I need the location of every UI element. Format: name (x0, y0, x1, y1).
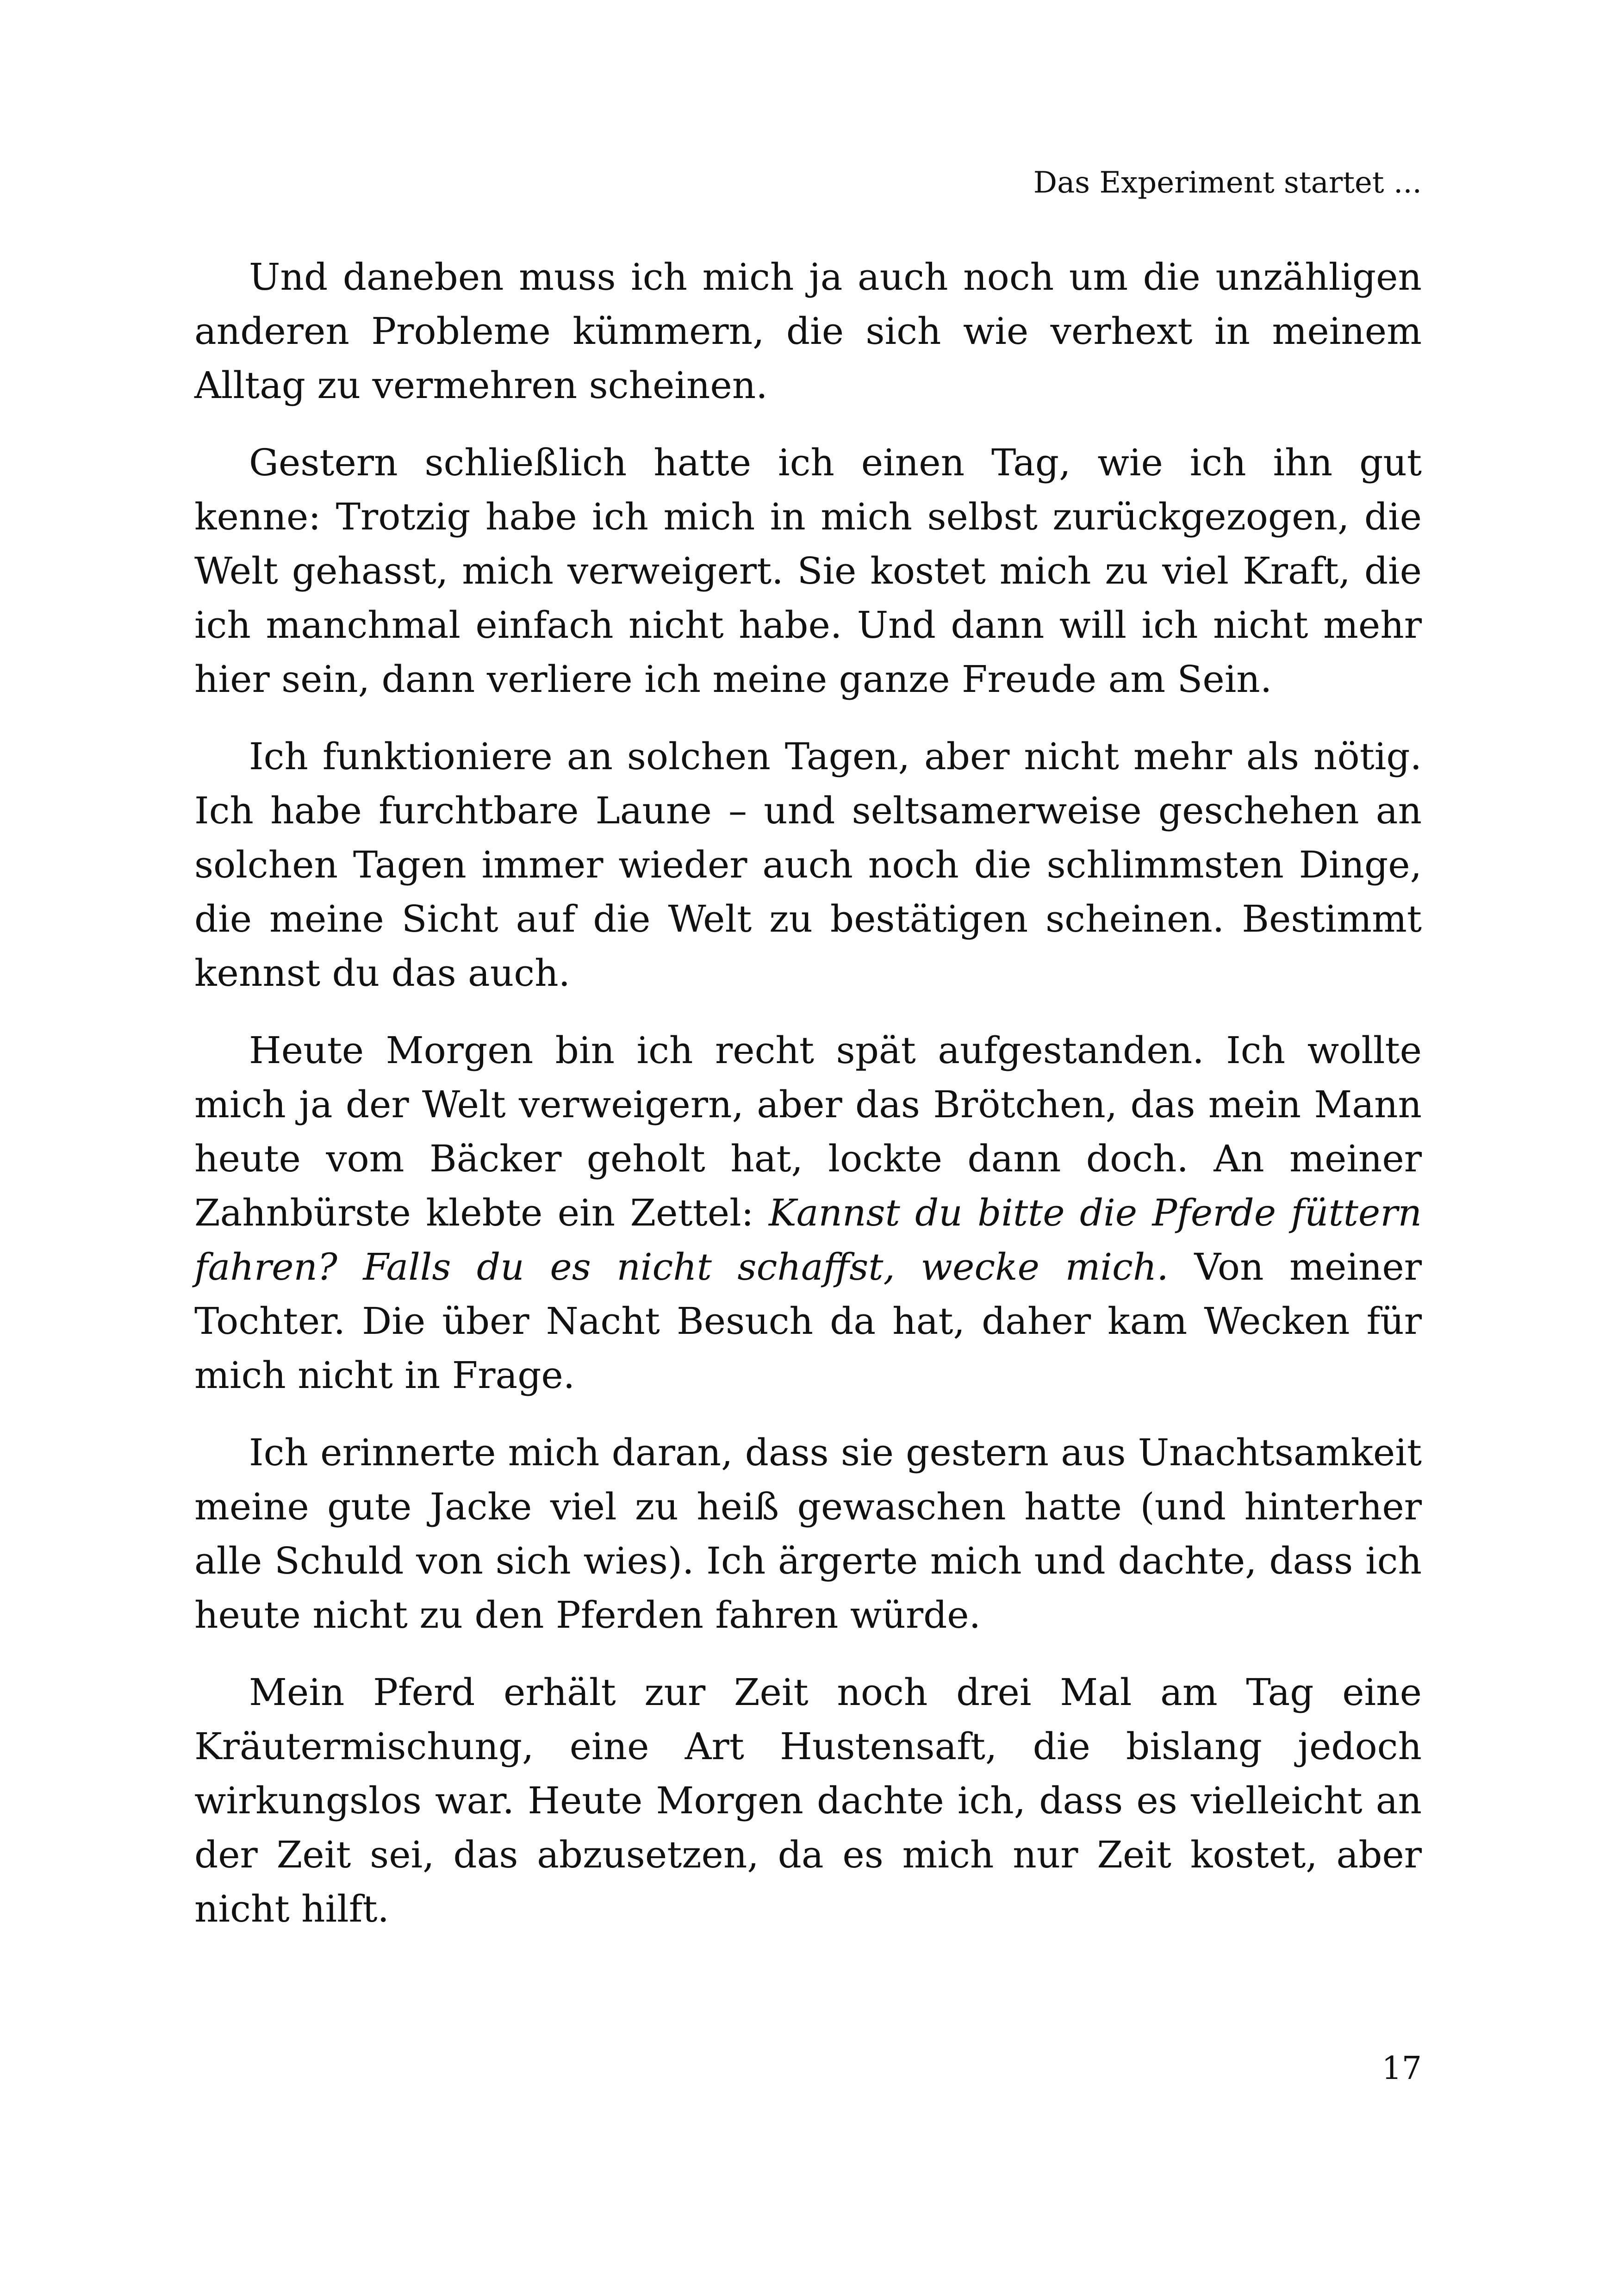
paragraph-4 (194, 1023, 1422, 1402)
page-number: 17 (1382, 2050, 1422, 2087)
paragraph-5: Ich erinnerte mich daran, dass sie gestern aus Unachtsamkeit meine gute Jacke viel zu heiß gewaschen hatte (und hinterher alle Schuld von sich wies). Ich ärgerte mich und dachte, dass ich heute nicht zu den Pferden fahren würde. (194, 1431, 1422, 1636)
running-header: Das Experiment startet ... (1033, 166, 1422, 200)
paragraph-4-text-after: Von meiner Tochter. Die über Nacht Besuch da hat, daher kam Wecken für mich nicht in Frage. (194, 1245, 1422, 1397)
paragraph-4-italic-note: Kannst du bitte die Pferde füttern fahren? Falls du es nicht schaffst, wecke mich. (194, 1191, 1422, 1288)
paragraph-1: Und daneben muss ich mich ja auch noch um die unzähligen anderen Probleme kümmern, die sich wie verhext in meinem Alltag zu vermehren scheinen. (194, 255, 1422, 407)
paragraph-2: Gestern schließlich hatte ich einen Tag, wie ich ihn gut kenne: Trotzig habe ich mich in mich selbst zurückgezogen, die Welt gehasst, mich verweigert. Sie kostet mich zu viel Kraft, die ich manchmal einfach nicht habe. Und dann will ich nicht mehr hier sein, dann verliere ich meine ganze Freude am Sein. (194, 441, 1422, 701)
paragraph-3: Ich funktioniere an solchen Tagen, aber nicht mehr als nötig. Ich habe furchtbare Laune – und seltsamerweise geschehen an solchen Tagen immer wieder auch noch die schlimmsten Dinge, die meine Sicht auf die Welt zu bestätigen scheinen. Bestimmt kennst du das auch. (194, 735, 1422, 995)
paragraph-4-text-before: Heute Morgen bin ich recht spät aufgestanden. Ich wollte mich ja der Welt verweigern, aber das Brötchen, das mein Mann heute vom Bäcker geholt hat, lockte dann doch. An meiner Zahnbürste klebte ein Zettel: (194, 1029, 1422, 1234)
paragraph-6: Mein Pferd erhält zur Zeit noch drei Mal am Tag eine Kräutermischung, eine Art Hustensaft, die bislang jedoch wirkungslos war. Heute Morgen dachte ich, dass es vielleicht an der Zeit sei, das abzusetzen, da es mich nur Zeit kostet, aber nicht hilft. (194, 1671, 1422, 1930)
body-text (194, 250, 1422, 1959)
